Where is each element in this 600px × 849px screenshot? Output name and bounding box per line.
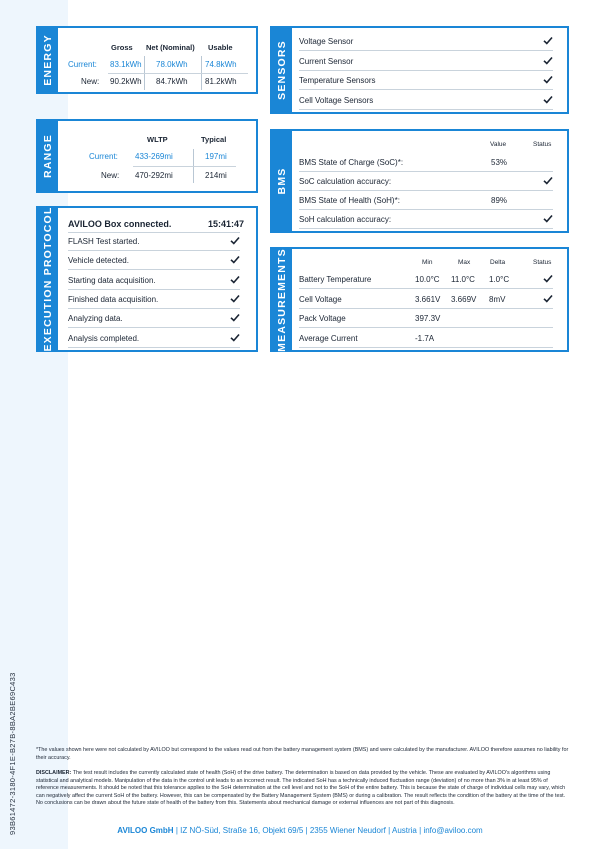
range-header-wltp: WLTP [147,135,168,144]
energy-current-usable: 74.8kWh [205,60,237,69]
measurement-min: 3.661V [415,294,441,304]
sensor-label: Temperature Sensors [299,76,376,85]
bms-row [299,191,553,210]
range-new-label: New: [101,171,120,180]
measurements-tab [272,249,292,350]
bms-row-label: BMS State of Health (SoH)*: [299,196,400,205]
measurement-row [299,290,553,309]
measurement-delta: 8mV [489,294,506,304]
check-icon [230,333,240,342]
sensors-tab [272,28,292,112]
sensor-item [299,52,553,71]
footer-country: Austria [391,826,417,835]
sensor-item [299,32,553,51]
execution-step [68,309,240,328]
range-tab [38,121,58,191]
execution-step-label: Starting data acquisition. [68,275,156,285]
energy-new-net: 84.7kWh [156,77,188,86]
measurement-label: Pack Voltage [299,314,346,323]
execution-step-label: Finished data acquisition. [68,294,159,304]
document-id: 93B61472-3180-4F1E-B27B-8BA2BE69C433 [8,672,17,835]
measurement-min: 10.0°C [415,275,440,284]
check-icon [230,255,240,264]
bms-tab [272,131,292,231]
energy-tab [38,28,58,92]
meas-header-max: Max [458,259,471,266]
check-icon [543,176,553,185]
check-icon [543,274,553,283]
bms-row-label: SoC calculation accuracy: [299,177,392,186]
range-current-wltp: 433-269mi [135,152,173,161]
execution-step-label: Vehicle detected. [68,256,129,266]
range-header-typical: Typical [201,135,227,144]
meas-header-min: Min [422,259,433,266]
footnote: *The values shown here were not calculated by AVILOO but correspond to the values read out from the battery management system (BMS) and were calculated by the manufacturer. AVILOO therefore assumes no liability for their accuracy. [36,747,569,761]
range-current-label: Current: [89,152,118,161]
measurements-panel [270,247,569,352]
measurement-row [299,309,553,328]
footer-sep: | [388,826,391,835]
energy-new-usable: 81.2kWh [205,77,237,86]
sensor-label: Cell Voltage Sensors [299,95,374,105]
bms-row-value: 89% [491,196,508,205]
check-icon [543,56,553,65]
measurement-delta: 1.0°C [489,275,510,284]
sensors-tab-label: SENSORS [276,40,288,100]
execution-tab-label: EXECUTION PROTOCOL [42,206,54,352]
disclaimer [36,770,570,808]
range-new-typical: 214mi [205,171,227,180]
measurement-row [299,329,553,348]
execution-step [68,290,240,309]
check-icon [543,214,553,223]
check-icon [543,75,553,84]
energy-header-net: Net (Nominal) [146,43,195,52]
sensor-label: Current Sensor [299,56,354,66]
bms-row [299,172,553,191]
execution-step [68,271,240,290]
check-icon [230,275,240,284]
measurement-label: Cell Voltage [299,294,342,304]
check-icon [543,95,553,104]
check-icon [230,294,240,303]
range-new-wltp: 470-292mi [135,171,173,180]
energy-header-gross: Gross [111,43,133,52]
energy-new-label: New: [81,77,100,86]
execution-step [68,232,240,251]
bms-header-value: Value [490,141,507,148]
energy-new-gross: 90.2kWh [110,77,142,86]
check-icon [543,294,553,303]
measurement-label: Battery Temperature [299,275,372,284]
execution-step-label: Analysis completed. [68,333,140,343]
execution-step-label: Analyzing data. [68,314,123,324]
range-row-line [133,166,236,167]
energy-tab-label: ENERGY [42,34,54,86]
check-icon [543,36,553,45]
execution-tab [38,208,58,350]
disclaimer-text: The test result includes the currently calculated state of health (SoH) of the drive battery. The determination is based on data provided by the vehicle. These are evaluated by AVILOO's algorithms using statistical and analytical models. Manipulation of the data in the control unit leads to an incorrect result. The indicated SoH has a technically induced fluctuation range (deviation) of no more than 3% in at least 95% of reference measurements. It should be noted that this tolerance applies to the SoH determination at the cell level and not to the SoH of the entire battery. This is because the state of charge of individual cells may vary, which can negatively affect the current SoH of the battery. However, this can be compensated by the Battery Management System (BMS) or during a calibration. The result reflects the condition of the battery at the time of the test. No conclusions can be drawn about the future state of health of the battery from this. Statements about mechanical damage or external influences are not part of this diagnosis. [36,770,566,807]
execution-title: AVILOO Box connected. [68,219,172,229]
sensor-item [299,91,553,110]
execution-step [68,329,240,348]
check-icon [230,236,240,245]
energy-panel [36,26,258,94]
footer-sep: | [305,826,308,835]
footer-email[interactable]: info@aviloo.com [423,826,483,835]
footer-sep: | [175,826,178,835]
bms-header-status: Status [533,141,552,148]
measurement-max: 3.669V [451,294,477,304]
meas-header-delta: Delta [490,259,506,266]
bms-row-value: 53% [491,158,508,167]
bms-row [299,210,553,229]
energy-header-usable: Usable [208,43,233,52]
measurement-max: 11.0°C [451,275,475,284]
execution-step-label: FLASH Test started. [68,237,140,246]
execution-step [68,251,240,270]
execution-time: 15:41:47 [208,219,245,229]
bms-panel [270,129,569,233]
measurement-label: Average Current [299,333,358,343]
meas-header-status: Status [533,259,552,266]
bms-tab-label: BMS [276,167,288,195]
range-panel [36,119,258,193]
bms-row [299,153,553,172]
sensor-label: Voltage Sensor [299,37,354,46]
check-icon [230,313,240,322]
energy-row-line [108,73,248,74]
footer [0,826,600,835]
footer-sep: | [419,826,422,835]
energy-current-label: Current: [68,60,97,69]
range-current-typical: 197mi [205,152,227,161]
measurement-min: 397.3V [415,314,441,323]
execution-panel [36,206,258,352]
footer-address: IZ NÖ-Süd, Straße 16, Objekt 69/5 [180,826,304,835]
footer-company: AVILOO GmbH [117,826,174,835]
bms-row-label: SoH calculation accuracy: [299,215,392,224]
energy-current-gross: 83.1kWh [110,60,142,69]
bms-row-label: BMS State of Charge (SoC)*: [299,158,404,167]
measurement-min: -1.7A [415,333,435,343]
measurement-row [299,270,553,289]
energy-current-net: 78.0kWh [156,60,188,69]
sensor-item [299,71,553,90]
disclaimer-label: DISCLAIMER: [36,770,72,776]
sensors-panel [270,26,569,114]
measurements-tab-label: MEASUREMENTS [276,247,288,352]
footer-city: 2355 Wiener Neudorf [309,826,386,835]
range-tab-label: RANGE [42,134,54,178]
